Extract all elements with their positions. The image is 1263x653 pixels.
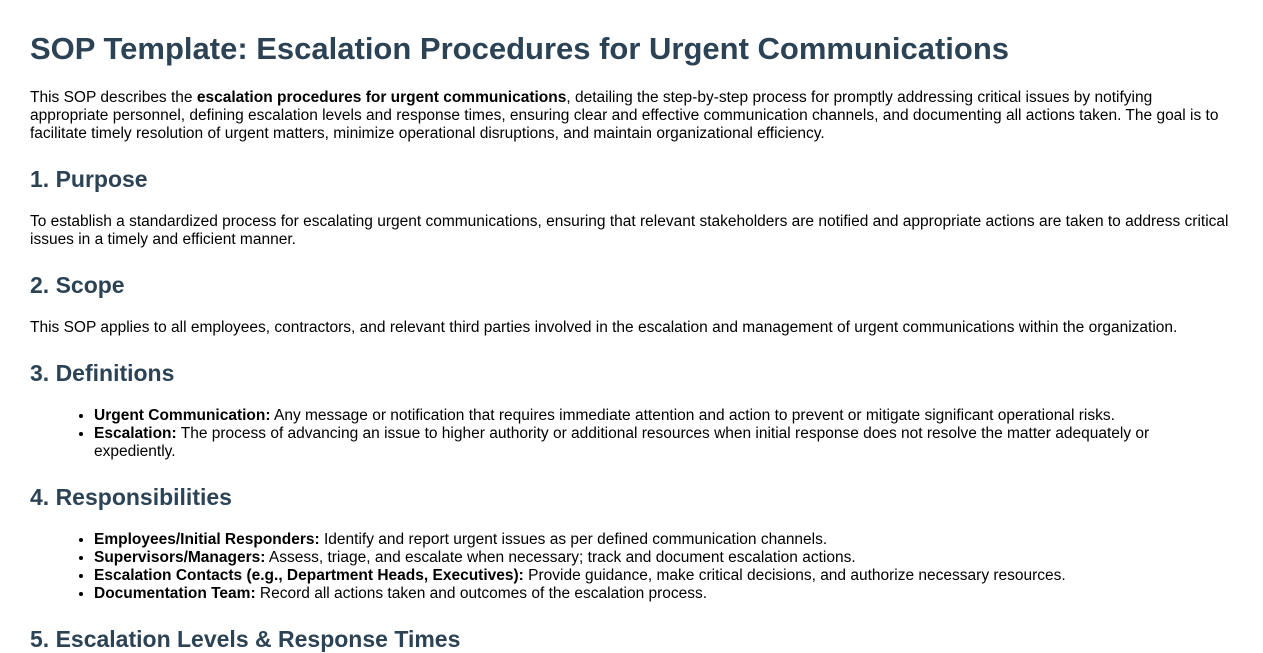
intro-text-bold: escalation procedures for urgent communications	[196, 89, 567, 106]
responsibility-desc: Provide guidance, make critical decisions, and authorize necessary resources.	[523, 567, 1066, 584]
list-item	[94, 549, 1233, 567]
responsibility-desc: Identify and report urgent issues as per defined communication channels.	[319, 531, 828, 548]
purpose-paragraph: To establish a standardized process for escalating urgent communications, ensuring that relevant stakeholders are notified and appropriate actions are taken to address critical issues in a timely and efficient manner.	[30, 213, 1229, 248]
page-title: SOP Template: Escalation Procedures for Urgent Communications	[30, 31, 1010, 66]
responsibility-desc: Record all actions taken and outcomes of the escalation process.	[255, 585, 708, 602]
list-item	[94, 425, 1233, 461]
responsibility-role: Employees/Initial Responders:	[94, 531, 320, 548]
definition-term: Escalation:	[94, 425, 177, 442]
intro-text-before: This SOP describes the	[30, 89, 197, 106]
scope-paragraph: This SOP applies to all employees, contractors, and relevant third parties involved in the escalation and management of urgent communications within the organization.	[30, 319, 1178, 336]
definitions-list	[30, 407, 1233, 461]
section-heading-purpose: 1. Purpose	[30, 166, 148, 192]
section-heading-scope: 2. Scope	[30, 272, 125, 298]
list-item	[94, 567, 1233, 585]
responsibilities-list	[30, 531, 1233, 603]
responsibility-desc: Assess, triage, and escalate when necessary; track and document escalation actions.	[265, 549, 856, 566]
responsibility-role: Documentation Team:	[94, 585, 256, 602]
section-heading-definitions: 3. Definitions	[30, 360, 175, 386]
list-item	[94, 407, 1233, 425]
definition-desc: Any message or notification that requires immediate attention and action to prevent or mitigate significant operational risks.	[270, 407, 1115, 424]
list-item	[94, 585, 1233, 603]
section-heading-responsibilities: 4. Responsibilities	[30, 484, 232, 510]
responsibility-role: Escalation Contacts (e.g., Department Heads, Executives):	[94, 567, 524, 584]
definition-term: Urgent Communication:	[94, 407, 271, 424]
responsibility-role: Supervisors/Managers:	[94, 549, 266, 566]
section-heading-escalation-levels: 5. Escalation Levels & Response Times	[30, 626, 461, 652]
intro-text-after: , detailing the step-by-step process for promptly addressing critical issues by notifying appropriate personnel, defining escalation levels and response times, ensuring clear and effective communication channels, and documenting all actions taken. The goal is to facilitate timely resolution of urgent matters, minimize operational disruptions, and maintain organizational efficiency.	[30, 89, 1219, 142]
list-item	[94, 531, 1233, 549]
intro-paragraph	[30, 89, 1233, 143]
definition-desc: The process of advancing an issue to higher authority or additional resources when initial response does not resolve the matter adequately or expediently.	[94, 425, 1150, 460]
